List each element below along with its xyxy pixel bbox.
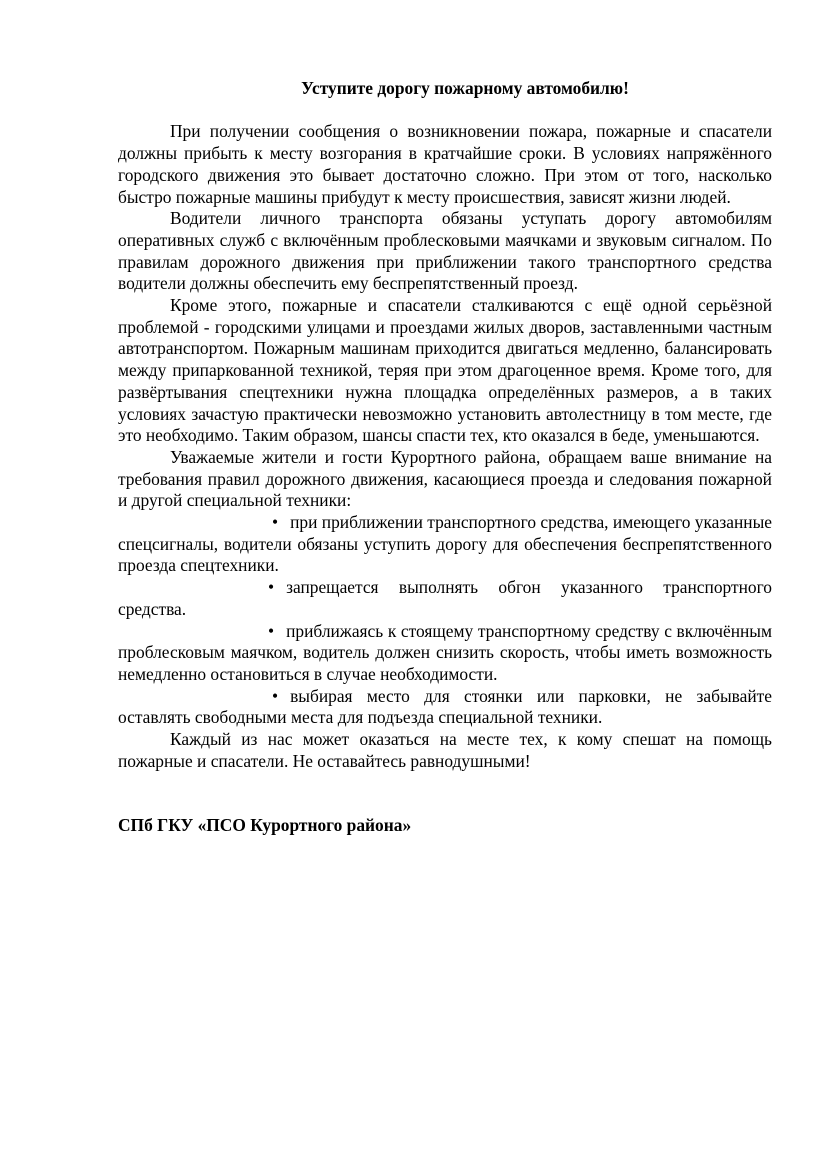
bullet-item-4 <box>118 686 772 729</box>
document-page <box>118 78 772 837</box>
bullet-icon: • <box>268 577 275 598</box>
bullet-text-1: при приближении транспортного средства, имеющего указанные спецсигналы, водители обязаны уступить дорогу для обеспечения беспрепятственного проезда спецтехники. <box>118 512 772 576</box>
bullet-text-3: приближаясь к стоящему транспортному средству с включённым проблесковым маячком, водитель должен снизить скорость, чтобы иметь возможность немедленно остановиться в случае необходимости. <box>118 620 772 684</box>
bullet-item-3 <box>118 621 772 686</box>
paragraph-3: Кроме этого, пожарные и спасатели сталкиваются с ещё одной серьёзной проблемой - городскими улицами и проездами жилых дворов, заставленными частным автотранспортом. Пожарным машинам приходится двигаться медленно, балансировать между припаркованной техникой, теряя при этом драгоценное время. Кроме того, для развёртывания спецтехники нужна площадка определённых размеров, а в таких условиях зачастую практически невозможно установить автолестницу в том месте, где это необходимо. Таким образом, шансы спасти тех, кто оказался в беде, уменьшаются. <box>118 295 772 446</box>
document-title: Уступите дорогу пожарному автомобилю! <box>301 78 629 98</box>
bullet-item-1 <box>118 512 772 577</box>
bullet-text-2: запрещается выполнять обгон указанного транспортного средства. <box>118 577 772 619</box>
paragraph-2: Водители личного транспорта обязаны уступать дорогу автомобилям оперативных служб с включённым проблесковыми маячками и звуковым сигналом. По правилам дорожного движения при приближении такого транспортного средства водители должны обеспечить ему беспрепятственный проезд. <box>118 208 772 294</box>
bullet-icon: • <box>268 620 275 641</box>
closing-paragraph: Каждый из нас может оказаться на месте тех, к кому спешат на помощь пожарные и спасатели. Не оставайтесь равнодушными! <box>118 729 772 771</box>
paragraph-1: При получении сообщения о возникновении пожара, пожарные и спасатели должны прибыть к месту возгорания в кратчайшие сроки. В условиях напряжённого городского движения это бывает достаточно сложно. При этом от того, насколько быстро пожарные машины прибудут к месту происшествия, зависят жизни людей. <box>118 121 772 207</box>
bullet-text-4: выбирая место для стоянки или парковки, не забывайте оставлять свободными места для подъезда специальной техники. <box>118 685 772 728</box>
paragraph-4: Уважаемые жители и гости Курортного района, обращаем ваше внимание на требования правил дорожного движения, касающиеся проезда и следования пожарной и другой специальной техники: <box>118 446 772 511</box>
bullet-icon: • <box>272 685 279 706</box>
bullet-icon: • <box>272 512 279 533</box>
signature: СПб ГКУ «ПСО Курортного района» <box>118 815 412 836</box>
bullet-item-2 <box>118 577 772 620</box>
